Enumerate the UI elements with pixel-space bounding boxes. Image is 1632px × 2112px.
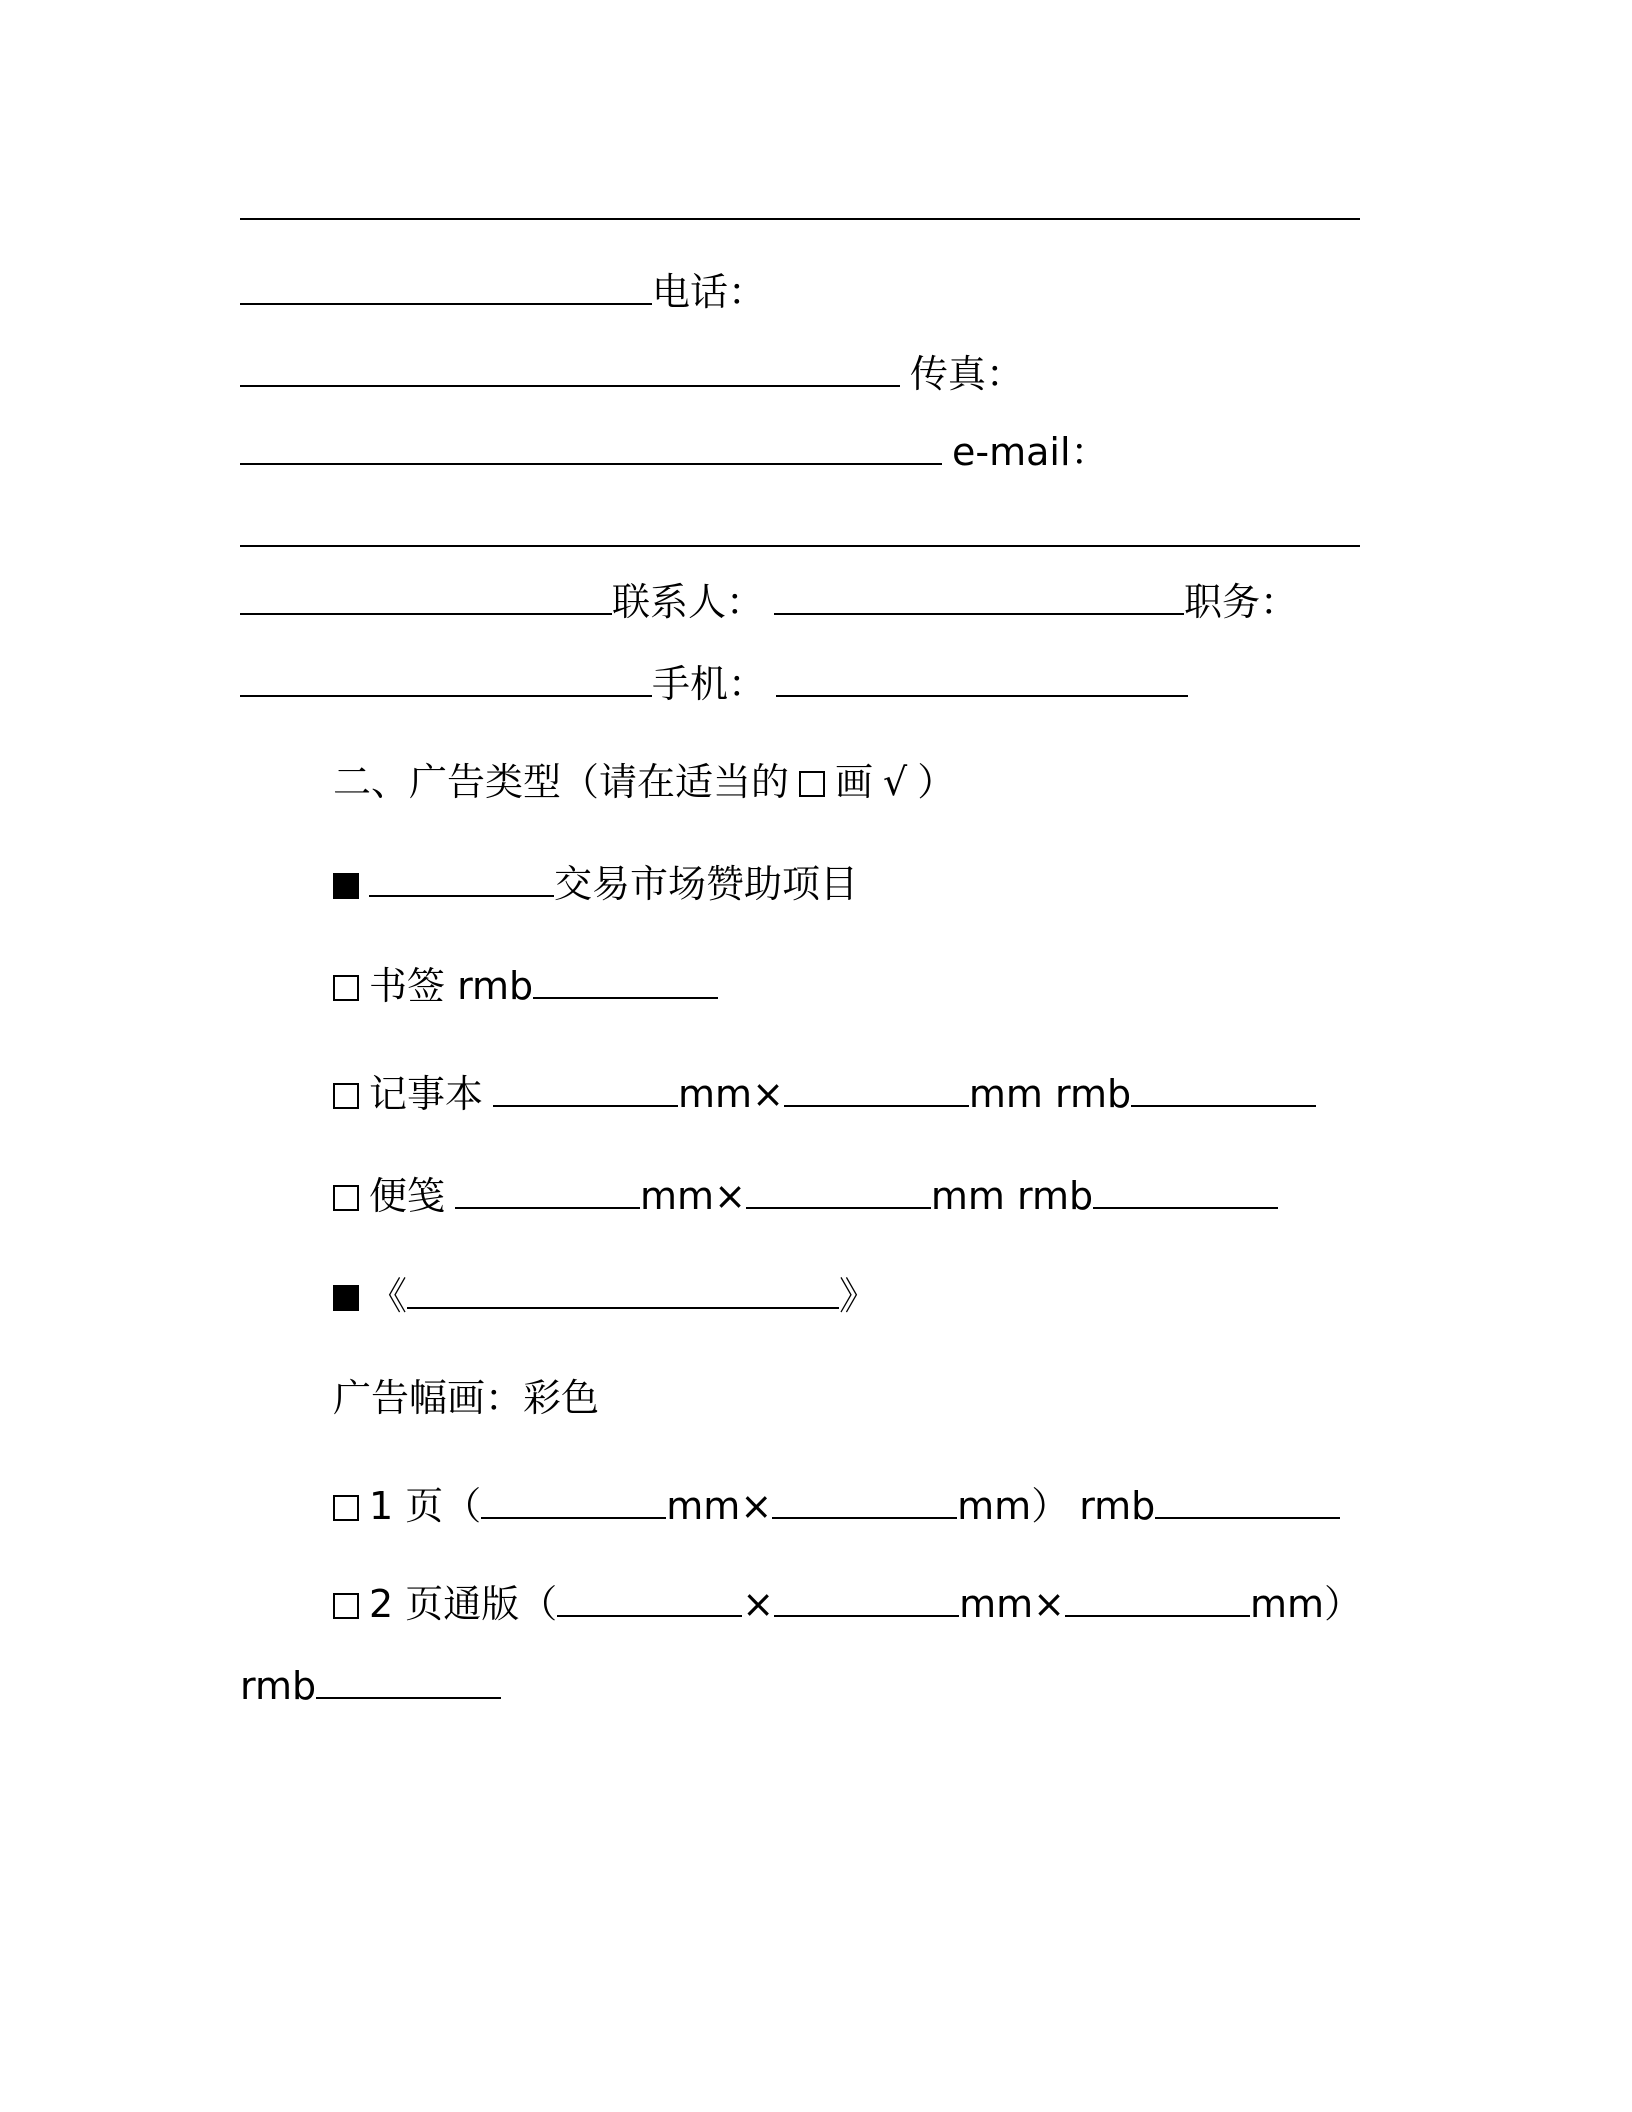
checkbox-icon <box>799 771 825 797</box>
option-bookmark <box>333 962 718 1010</box>
section-2-heading <box>333 758 955 806</box>
checkbox[interactable] <box>333 1083 359 1109</box>
ad-size-label: 广告幅画：彩色 <box>333 1376 600 1420</box>
blank-row-1 <box>240 183 1360 231</box>
rmb-label: rmb <box>240 1664 317 1708</box>
option-notepad <box>333 1172 1278 1220</box>
sponsor-label: 交易市场赞助项目 <box>554 862 859 906</box>
blank-line[interactable] <box>1131 1075 1316 1107</box>
mobile-label: 手机： <box>652 662 767 706</box>
times-sign: × <box>714 1174 746 1218</box>
book-close-mark: 》 <box>839 1274 878 1318</box>
email-label: e-mail： <box>952 430 1109 474</box>
blank-line[interactable] <box>407 1277 839 1309</box>
phone-row <box>240 268 766 316</box>
unit-mm-close: mm） <box>957 1484 1070 1528</box>
check-mark-icon: √ <box>883 760 908 804</box>
blank-row-2 <box>240 510 1360 558</box>
blank-line[interactable] <box>774 1585 959 1617</box>
blank-line[interactable] <box>533 967 718 999</box>
blank-line[interactable] <box>1155 1487 1340 1519</box>
notepad-label: 便笺 <box>369 1174 446 1218</box>
notebook-label: 记事本 <box>369 1072 484 1116</box>
two-page-rmb-row <box>240 1662 501 1710</box>
mobile-row <box>240 660 1188 708</box>
unit-mm-rmb: mm rmb <box>930 1174 1094 1218</box>
blank-line[interactable] <box>240 583 612 615</box>
blank-line[interactable] <box>493 1075 678 1107</box>
unit-mm: mm <box>959 1582 1034 1626</box>
bookmark-label: 书签 rmb <box>369 964 534 1008</box>
two-page-label: 2 页通版（ <box>369 1582 558 1626</box>
unit-mm: mm <box>640 1174 715 1218</box>
times-sign: × <box>740 1484 773 1528</box>
contact-row <box>240 578 1298 626</box>
checkbox[interactable] <box>333 975 359 1001</box>
blank-line[interactable] <box>316 1667 501 1699</box>
position-label: 职务： <box>1184 580 1299 624</box>
checkbox-checked[interactable] <box>333 873 359 899</box>
unit-mm-rmb: mm rmb <box>968 1072 1132 1116</box>
option-book-title <box>333 1272 877 1320</box>
blank-line[interactable] <box>774 583 1184 615</box>
blank-line[interactable] <box>240 665 652 697</box>
unit-mm: mm <box>666 1484 741 1528</box>
unit-mm: mm <box>678 1072 753 1116</box>
blank-line[interactable] <box>240 433 942 465</box>
checkbox-checked[interactable] <box>333 1285 359 1311</box>
blank-line[interactable] <box>240 273 652 305</box>
blank-line[interactable] <box>240 515 1360 547</box>
blank-line[interactable] <box>772 1487 957 1519</box>
email-row <box>240 428 1109 476</box>
checkbox[interactable] <box>333 1495 359 1521</box>
times-sign: × <box>752 1072 784 1116</box>
blank-line[interactable] <box>481 1487 666 1519</box>
option-one-page <box>333 1482 1340 1530</box>
phone-label: 电话： <box>652 270 767 314</box>
blank-line[interactable] <box>240 188 1360 220</box>
heading-text: 二、广告类型（请在适当的 <box>333 760 790 804</box>
book-open-mark: 《 <box>369 1274 408 1318</box>
contact-label: 联系人： <box>612 580 765 624</box>
option-notebook <box>333 1070 1316 1118</box>
heading-mid: 画 <box>835 760 874 804</box>
fax-row <box>240 350 1024 398</box>
checkbox[interactable] <box>333 1593 359 1619</box>
ad-size-row <box>333 1374 599 1422</box>
option-two-page <box>333 1580 1362 1628</box>
fax-label: 传真： <box>910 352 1025 396</box>
checkbox[interactable] <box>333 1185 359 1211</box>
blank-line[interactable] <box>776 665 1188 697</box>
blank-line[interactable] <box>1093 1177 1278 1209</box>
blank-line[interactable] <box>557 1585 742 1617</box>
option-sponsor <box>333 860 858 908</box>
one-page-label: 1 页（ <box>369 1484 482 1528</box>
blank-line[interactable] <box>455 1177 640 1209</box>
times-sign: × <box>1033 1582 1065 1626</box>
times-sign: × <box>742 1582 775 1626</box>
blank-line[interactable] <box>369 865 554 897</box>
unit-mm-close: mm） <box>1250 1582 1363 1626</box>
heading-end: ） <box>917 760 956 804</box>
blank-line[interactable] <box>1065 1585 1250 1617</box>
blank-line[interactable] <box>746 1177 931 1209</box>
blank-line[interactable] <box>784 1075 969 1107</box>
rmb-label: rmb <box>1079 1484 1156 1528</box>
blank-line[interactable] <box>240 355 900 387</box>
